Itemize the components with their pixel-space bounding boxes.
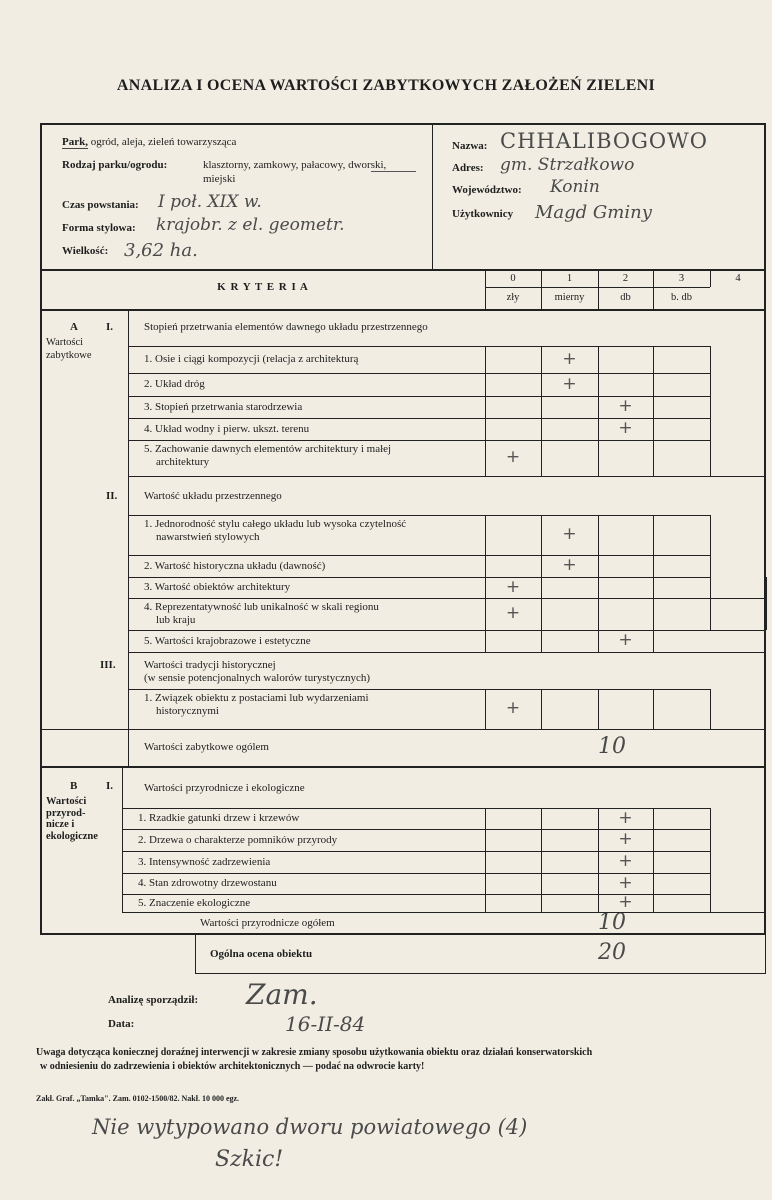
group-a1-roman: I. (106, 321, 114, 333)
wielkosc-value: 3,62 ha. (124, 240, 198, 261)
group-a3-title-2: (w sensie potencjonalnych walorów turystycznych) (144, 672, 371, 684)
a-mark-8: + (505, 576, 521, 597)
document-title: ANALIZA I OCENA WARTOŚCI ZABYTKOWYCH ZAŁOŻEŃ ZIELENI (116, 77, 656, 94)
b-criterion-1: 1. Rzadkie gatunki drzew i krzewów (138, 812, 300, 824)
section-a-name: Wartości zabytkowe (46, 337, 92, 361)
adres-value: gm. Strzałkowo (500, 155, 635, 175)
prepared-by-label: Analizę sporządził: (108, 994, 199, 1006)
score-3-label: b. db (671, 292, 692, 303)
b-criterion-2: 2. Drzewa o charakterze pomników przyrody (138, 833, 338, 846)
section-a-letter: A (70, 321, 78, 333)
total-b-label: Wartości przyrodnicze ogółem (200, 917, 335, 929)
a-criterion-8: 3. Wartość obiektów architektury (144, 581, 291, 593)
overall-label: Ogólna ocena obiektu (210, 948, 313, 960)
header-divider (432, 124, 433, 270)
a-criterion-1: 1. Osie i ciągi kompozycji (relacja z architekturą (144, 353, 359, 365)
a-mark-6: + (562, 524, 577, 544)
type-label-rest: ogród, aleja, zieleń towarzysząca (90, 136, 237, 148)
criteria-header-bottom (40, 309, 766, 311)
score-1-num: 1 (566, 273, 573, 284)
b-mark-1: + (618, 807, 633, 828)
a-criterion-11: 1. Związek obiektu z postaciami lub wydarzeniami historycznymi (144, 692, 369, 717)
a-criterion-10: 5. Wartości krajobrazowe i estetyczne (144, 634, 311, 647)
overall-value: 20 (598, 940, 626, 965)
group-b1-title: Wartości przyrodnicze i ekologiczne (144, 782, 305, 794)
a-mark-5: + (505, 447, 521, 467)
handwritten-note-line-2: Szkic! (215, 1147, 284, 1172)
a-criterion-4: 4. Układ wodny i pierw. ukszt. terenu (144, 422, 310, 435)
b-mark-3: + (618, 851, 633, 871)
a-mark-9: + (505, 603, 521, 623)
b-criterion-4: 4. Stan zdrowotny drzewostanu (138, 877, 277, 889)
wojewodztwo-label: Województwo: (452, 184, 522, 196)
a-mark-1: + (562, 348, 577, 369)
total-a-label: Wartości zabytkowe ogólem (144, 741, 269, 753)
czas-label: Czas powstania: (62, 199, 139, 211)
date-label: Data: (108, 1018, 135, 1030)
score-4-num: 4 (735, 273, 741, 284)
score-3-num: 3 (678, 273, 685, 284)
score-1-label: mierny (554, 292, 585, 303)
group-a2-roman: II. (106, 490, 118, 502)
a-criterion-9: 4. Reprezentatywność lub unikalność w skali regionu lub kraju (144, 601, 379, 626)
kryteria-heading: K R Y T E R I A (217, 281, 309, 293)
rodzaj-options: klasztorny, zamkowy, pałacowy, dworski, (203, 159, 387, 171)
handwritten-note-line-1: Nie wytypowano dworu powiatowego (4) (92, 1115, 528, 1139)
a-criterion-2: 2. Układ dróg (144, 378, 205, 390)
note-line-2: w odniesieniu do zadrzewienia i obiektów architektonicznych — podać na odwrocie karty! (40, 1061, 425, 1072)
score-2-label: db (620, 292, 631, 303)
b-mark-4: + (618, 872, 633, 893)
b-criterion-5: 5. Znaczenie ekologiczne (138, 897, 251, 909)
section-b-letter: B (70, 780, 78, 792)
a-criterion-5: 5. Zachowanie dawnych elementów architektury i małej architektury (144, 443, 392, 468)
rodzaj-label: Rodzaj parku/ogrodu: (62, 159, 168, 171)
a-mark-10: + (618, 630, 633, 650)
section-b-name: Wartości przyrod- nicze i ekologiczne (46, 796, 98, 842)
a-mark-3: + (618, 396, 633, 416)
uzytkownicy-label: Użytkownicy (452, 208, 514, 220)
forma-value: krajobr. z el. geometr. (156, 215, 345, 235)
group-b1-roman: I. (106, 780, 114, 792)
nazwa-label: Nazwa: (452, 140, 488, 152)
dworski-underline (371, 171, 416, 172)
forma-label: Forma stylowa: (62, 222, 136, 234)
score-0-label: zły (506, 292, 520, 303)
score-2-num: 2 (622, 273, 629, 284)
header-bottom-line (40, 269, 766, 271)
a-mark-2: + (562, 373, 577, 394)
group-a2-title: Wartość układu przestrzennego (144, 490, 282, 502)
a-mark-7: + (562, 555, 577, 575)
group-a3-roman: III. (100, 659, 116, 671)
b-criterion-3: 3. Intensywność zadrzewienia (138, 855, 271, 868)
note-line-1: Uwaga dotycząca koniecznej doraźnej interwencji w zakresie zmiany sposobu użytkowania obiektu oraz działań konserwatorskich (36, 1047, 593, 1058)
printer-imprint: Zakł. Graf. „Tamka". Zam. 0102-1500/82. Nakł. 10 000 egz. (36, 1094, 240, 1103)
group-a3-title: Wartości tradycji historycznej (144, 659, 276, 671)
a-mark-11: + (505, 698, 521, 718)
total-b-value: 10 (598, 910, 626, 935)
uzytkownicy-value: Magd Gminy (535, 202, 652, 223)
signature: Zam. (246, 978, 318, 1011)
adres-label: Adres: (452, 162, 484, 174)
wielkosc-label: Wielkość: (62, 245, 109, 257)
b-mark-5: + (618, 892, 633, 912)
score-0-num: 0 (510, 273, 516, 284)
nazwa-value: CHHALIBOGOWO (500, 129, 708, 153)
b-mark-2: + (618, 829, 633, 849)
type-label-park: Park, (62, 136, 88, 148)
date-value: 16-II-84 (285, 1012, 366, 1036)
a-mark-4: + (618, 418, 633, 438)
a-criterion-6: 1. Jednorodność stylu całego układu lub wysoka czytelność nawarstwień stylowych (144, 518, 407, 543)
total-a-value: 10 (598, 734, 626, 759)
rodzaj-options-2: miejski (203, 173, 236, 185)
czas-value: I poł. XIX w. (158, 192, 262, 212)
a-criterion-3: 3. Stopień przetrwania starodrzewia (144, 400, 303, 413)
wojewodztwo-value: Konin (550, 177, 600, 197)
a-criterion-7: 2. Wartość historyczna układu (dawność) (144, 559, 326, 572)
group-a1-title: Stopień przetrwania elementów dawnego układu przestrzennego (144, 321, 428, 333)
